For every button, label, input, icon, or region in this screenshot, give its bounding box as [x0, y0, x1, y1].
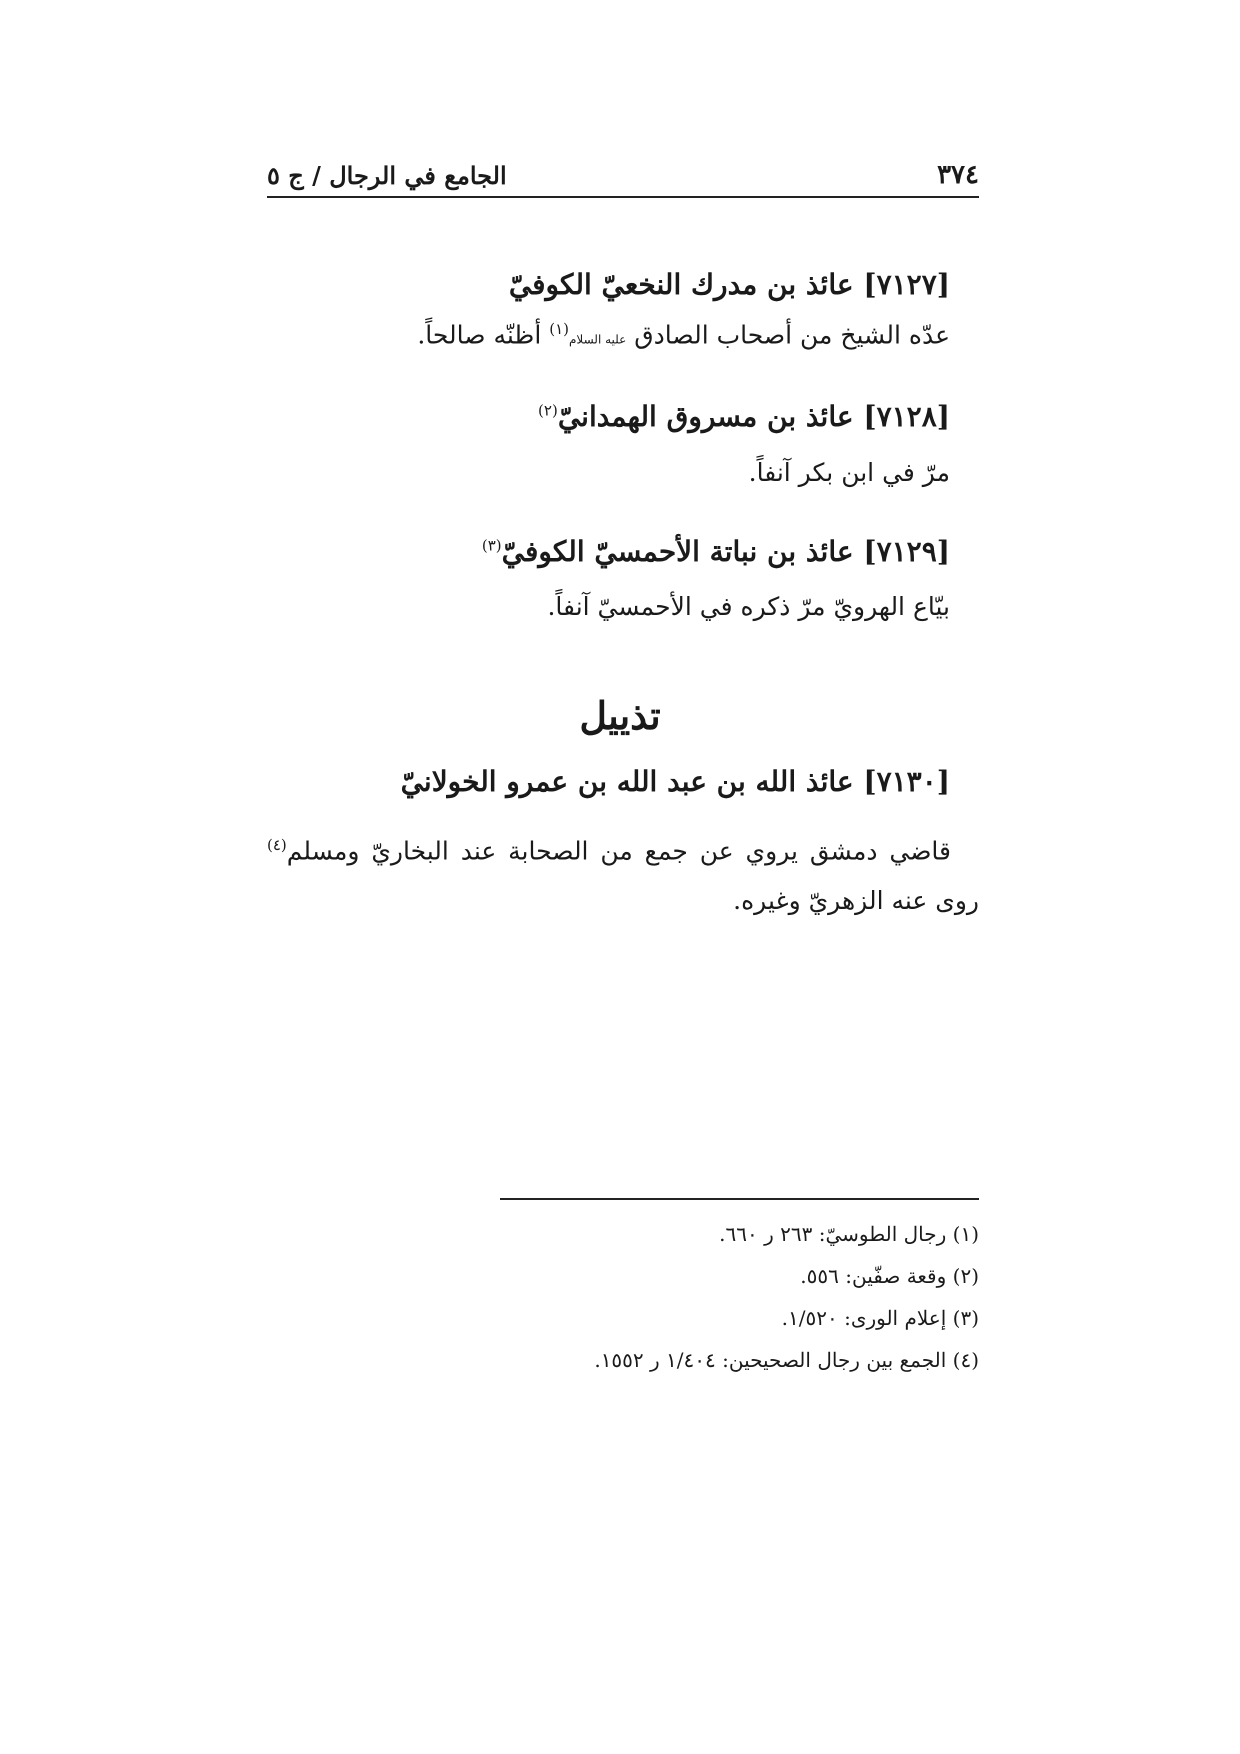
entry-body-text: قاضي دمشق يروي عن جمع من الصحابة عند البخاريّ ومسلم [286, 836, 951, 866]
entry-title [538, 400, 950, 433]
entry-body [547, 592, 950, 621]
page-header [267, 148, 979, 198]
entry-title-text: [٧١٣٠] عائذ الله بن عبد الله بن عمرو الخولانيّ [400, 765, 950, 798]
book-title: الجامع في الرجال / ج ٥ [267, 161, 507, 190]
page-number: ٣٧٤ [937, 160, 979, 190]
footnote-ref: (٣) [481, 536, 502, 555]
entry-title-text: [٧١٢٨] عائذ بن مسروق الهمدانيّ [557, 400, 950, 433]
entry-body [749, 458, 950, 487]
entry-title-text: [٧١٢٩] عائذ بن نباتة الأحمسيّ الكوفيّ [501, 535, 950, 568]
entry-paragraph [267, 820, 979, 926]
footnote: (٢) وقعة صفّين: ٥٥٦. [800, 1264, 979, 1288]
entry-body [417, 320, 950, 349]
footnote: (٣) إعلام الورى: ١/٥٢٠. [781, 1306, 979, 1330]
entry-title [509, 268, 950, 301]
entry-title-text: [٧١٢٧] عائذ بن مدرك النخعيّ الكوفيّ [508, 268, 950, 301]
footnote-ref: (٢) [538, 401, 558, 420]
footnote-ref: (٤) [267, 836, 287, 854]
entry-title [401, 765, 950, 798]
footnote-ref: (١) [549, 320, 569, 338]
footnote-divider [500, 1198, 979, 1200]
entry-title [482, 535, 950, 568]
honorific-glyph: عليه السلام [569, 332, 627, 347]
entry-body-text: مرّ في ابن بكر آنفاً. [748, 458, 950, 487]
section-heading: تذييل [579, 693, 661, 738]
entry-body-text: عدّه الشيخ من أصحاب الصادق [634, 320, 950, 350]
entry-body-text: بيّاع الهرويّ مرّ ذكره في الأحمسيّ آنفاً. [547, 592, 950, 621]
footnote: (١) رجال الطوسيّ: ٢٦٣ ر ٦٦٠. [719, 1222, 979, 1246]
entry-body-text: أظنّه صالحاً. [417, 320, 542, 350]
footnote: (٤) الجمع بين رجال الصحيحين: ١/٤٠٤ ر ١٥٥٢. [594, 1348, 979, 1372]
entry-body-text: روى عنه الزهريّ وغيره. [733, 886, 979, 916]
